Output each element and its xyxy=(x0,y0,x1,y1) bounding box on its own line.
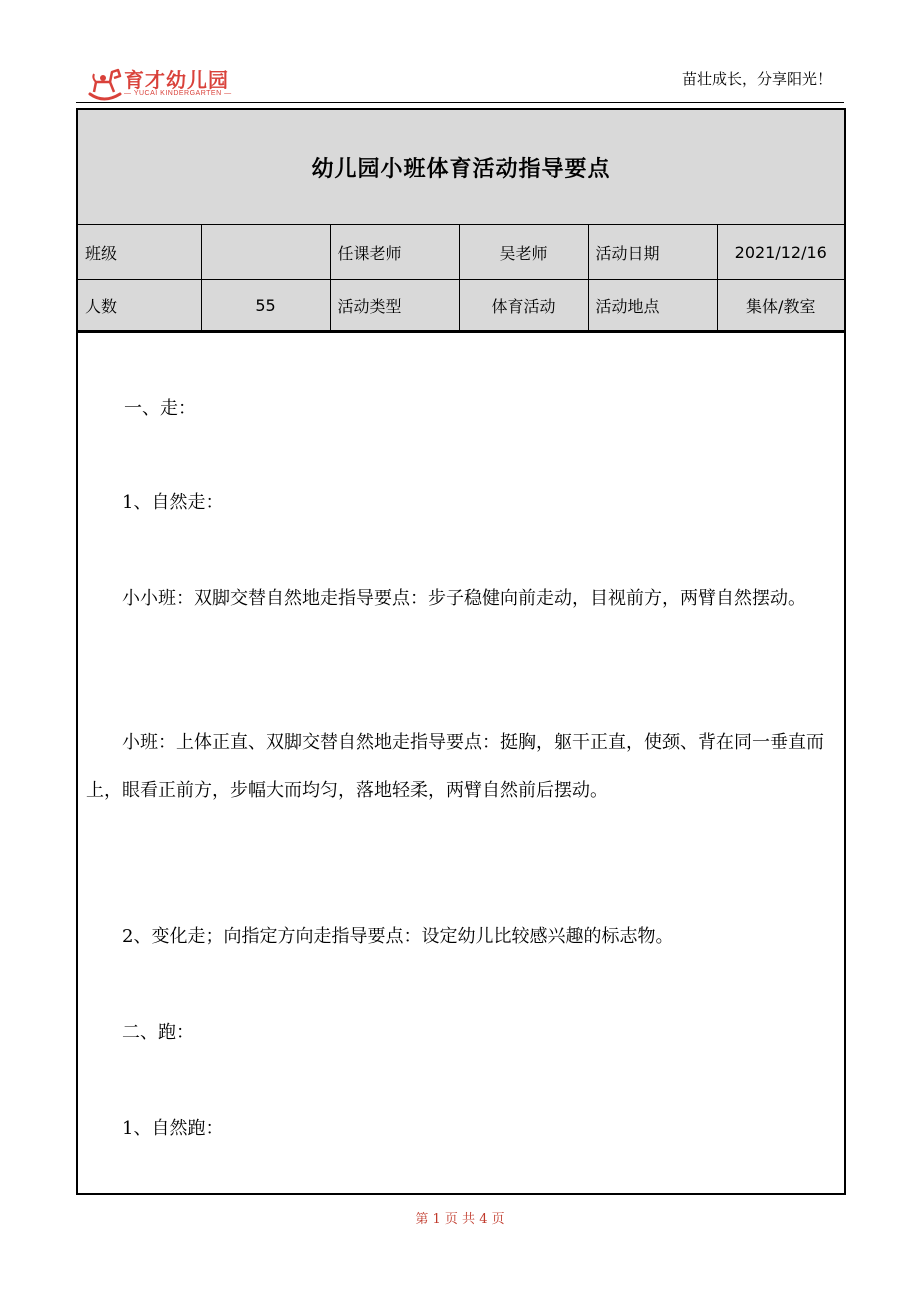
heading-walk: 一、走： xyxy=(124,398,196,419)
value-count: 55 xyxy=(201,280,330,331)
slogan: 苗壮成长，分享阳光！ xyxy=(681,70,832,88)
page-footer: 第 1 页 共 4 页 xyxy=(415,1212,505,1227)
logo-title: 育才幼儿园 xyxy=(124,68,229,92)
label-location: 活动地点 xyxy=(588,280,717,331)
value-date: 2021/12/16 xyxy=(717,225,844,280)
paragraph-xiaoban: 小班：上体正直、双脚交替自然地走指导要点：挺胸，躯干正直，使颈、背在同一垂直而上，眼看正前方，步幅大而均匀，落地轻柔，两臂自然前后摆动。 xyxy=(86,732,824,801)
value-type: 体育活动 xyxy=(459,280,588,331)
label-count: 人数 xyxy=(78,280,201,331)
subheading-natural-walk: 1、自然走： xyxy=(122,492,224,513)
subheading-natural-run: 1、自然跑： xyxy=(122,1118,224,1139)
value-teacher: 吴老师 xyxy=(459,225,588,280)
logo xyxy=(84,62,264,104)
label-teacher: 任课老师 xyxy=(330,225,459,280)
logo-subtitle: — YUCAI KINDERGARTEN — xyxy=(124,90,232,97)
content-body xyxy=(78,331,844,1193)
label-class: 班级 xyxy=(78,225,201,280)
label-date: 活动日期 xyxy=(588,225,717,280)
page-header xyxy=(0,0,920,108)
header-divider xyxy=(76,102,844,103)
paragraph-varied-walk: 2、变化走；向指定方向走指导要点：设定幼儿比较感兴趣的标志物。 xyxy=(122,926,674,947)
document-frame xyxy=(76,108,846,1195)
value-class xyxy=(201,225,330,280)
info-row xyxy=(78,225,844,280)
info-table xyxy=(78,225,844,331)
rocking-horse-icon xyxy=(84,64,124,102)
paragraph-xiaoxiaoban: 小小班：双脚交替自然地走指导要点：步子稳健向前走动，目视前方，两臂自然摆动。 xyxy=(122,588,806,609)
document-title: 幼儿园小班体育活动指导要点 xyxy=(311,156,611,182)
label-type: 活动类型 xyxy=(330,280,459,331)
info-row xyxy=(78,280,844,331)
value-location: 集体/教室 xyxy=(717,280,844,331)
title-row xyxy=(78,110,844,225)
heading-run: 二、跑： xyxy=(122,1022,194,1043)
